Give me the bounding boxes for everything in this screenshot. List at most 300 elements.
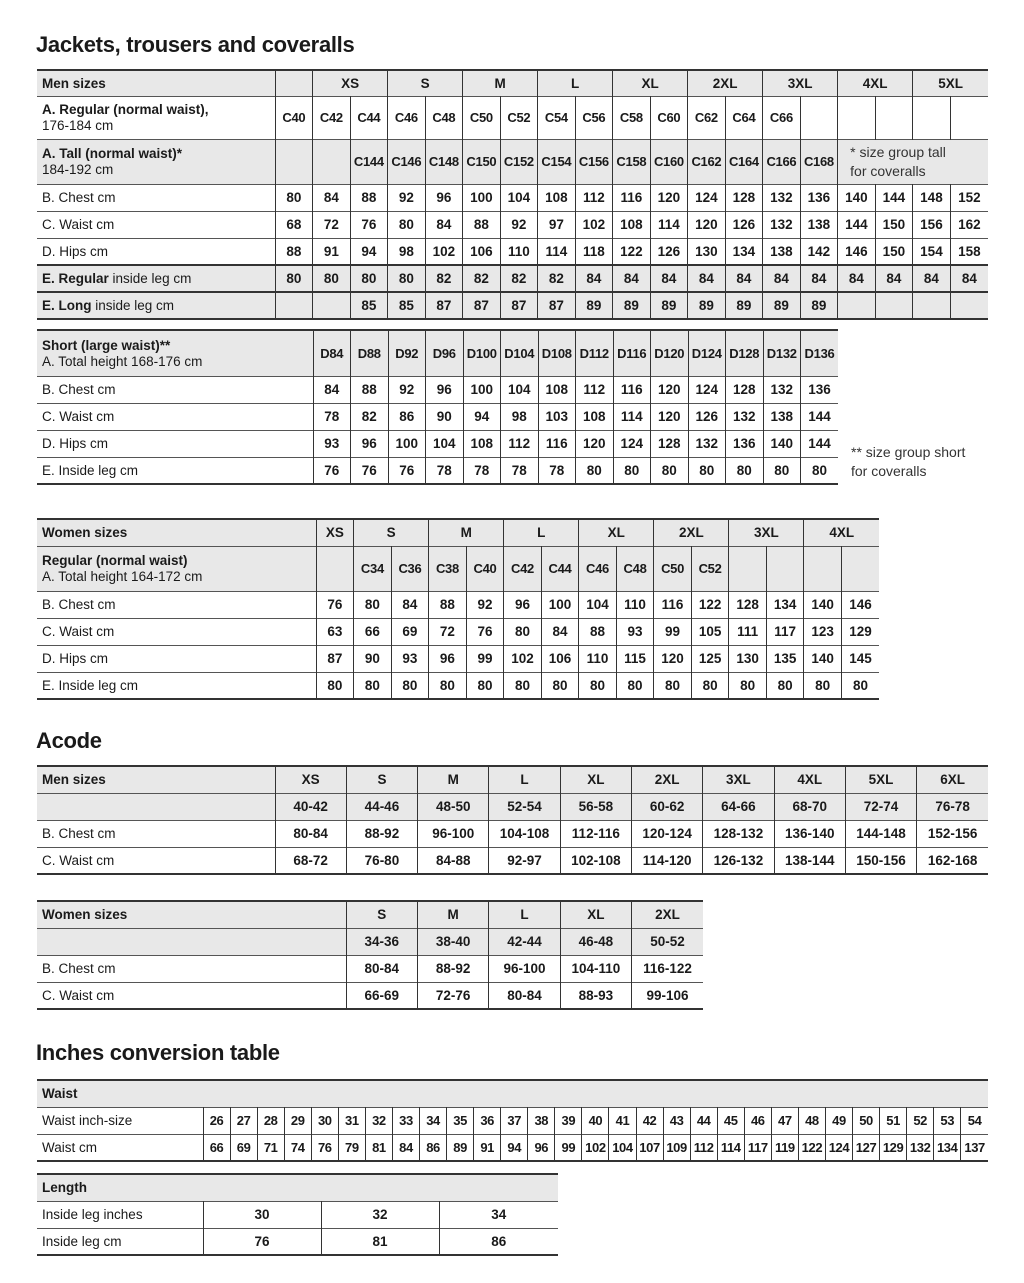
value-cell: 120	[654, 645, 692, 672]
size-code-cell: C152	[500, 139, 538, 184]
value-cell	[313, 292, 351, 319]
value-cell: 66-69	[346, 982, 417, 1009]
value-cell: 80	[391, 672, 429, 699]
short-label: Short (large waist)** A. Total height 168-176 cm	[42, 337, 203, 369]
value-cell: 80	[801, 457, 839, 484]
value-cell: 84	[613, 265, 651, 292]
value-cell: 134	[934, 1134, 961, 1161]
size-range-cell: 42-44	[489, 928, 560, 955]
value-cell: 154	[913, 238, 951, 265]
value-cell: 132	[907, 1134, 934, 1161]
value-cell: 114	[613, 403, 651, 430]
value-cell: 138	[763, 403, 801, 430]
size-code-cell: C40	[275, 96, 313, 139]
size-range-cell: 38-40	[417, 928, 488, 955]
size-2xl: 2XL	[688, 70, 763, 96]
value-cell: 86	[388, 403, 426, 430]
size-code-cell: C46	[388, 96, 426, 139]
value-cell: 107	[636, 1134, 663, 1161]
value-cell: 117	[766, 618, 804, 645]
size-code-cell	[838, 96, 876, 139]
value-cell: 116-122	[632, 955, 703, 982]
value-cell	[275, 292, 313, 319]
size-code-cell	[729, 546, 767, 591]
value-cell: 102	[582, 1134, 609, 1161]
tall-label: A. Tall (normal waist)* 184-192 cm	[42, 146, 183, 177]
value-cell: 76	[350, 211, 388, 238]
value-cell: 96-100	[418, 820, 489, 847]
section-title-jackets: Jackets, trousers and coveralls	[36, 32, 355, 57]
size-code-cell	[841, 546, 879, 591]
value-cell: 42	[636, 1107, 663, 1134]
size-code-cell: D84	[313, 330, 351, 376]
value-cell: 120	[576, 430, 614, 457]
value-cell: 40	[582, 1107, 609, 1134]
value-cell: 116	[538, 430, 576, 457]
section-title-acode: Acode	[36, 728, 102, 753]
size-code-cell: D132	[763, 330, 801, 376]
value-cell: 91	[474, 1134, 501, 1161]
size-code-cell: C42	[313, 96, 351, 139]
value-cell: 80	[691, 672, 729, 699]
value-cell: 80	[504, 672, 542, 699]
value-cell: 84	[541, 618, 579, 645]
value-cell: 90	[426, 403, 464, 430]
value-cell: 46	[744, 1107, 771, 1134]
waist-row: C. Waist cm 68 72 76 80 84 88 92 97 102 108 114 120 126 132 138 144 150 156 162	[37, 211, 988, 238]
value-cell: 80	[354, 672, 392, 699]
value-cell: 152-156	[917, 820, 988, 847]
value-cell: 84	[313, 376, 351, 403]
short-codes-row	[37, 330, 838, 376]
size-code-cell: C54	[538, 96, 576, 139]
value-cell: 130	[688, 238, 726, 265]
acode-men-chest-row: B. Chest cm 80-84 88-92 96-100 104-108 112-116 120-124 128-132 136-140 144-148 152-156	[37, 820, 988, 847]
value-cell: 99	[466, 645, 504, 672]
size-code-cell: C162	[688, 139, 726, 184]
value-cell: 116	[613, 184, 651, 211]
size-code-cell: D96	[426, 330, 464, 376]
value-cell: 76	[203, 1228, 321, 1255]
size-range-cell: 72-74	[845, 793, 916, 820]
value-cell: 76	[311, 1134, 338, 1161]
value-cell: 80	[726, 457, 764, 484]
value-cell: 80	[466, 672, 504, 699]
value-cell: 89	[725, 292, 763, 319]
size-code-cell: C164	[725, 139, 763, 184]
value-cell: 63	[316, 618, 354, 645]
acode-men-header-row: Men sizes XS S M L XL 2XL 3XL 4XL 5XL 6XL	[37, 766, 988, 793]
size-code-cell: C48	[616, 546, 654, 591]
value-cell: 72-76	[417, 982, 488, 1009]
size-code-cell: C60	[650, 96, 688, 139]
value-cell: 84	[838, 265, 876, 292]
value-cell: 88	[463, 211, 501, 238]
value-cell: 116	[613, 376, 651, 403]
size-code-cell: C154	[538, 139, 576, 184]
value-cell: 162	[950, 211, 988, 238]
value-cell: 74	[284, 1134, 311, 1161]
value-cell: 80	[688, 457, 726, 484]
tall-footnote-cell	[838, 139, 988, 184]
size-code-cell: C50	[654, 546, 692, 591]
value-cell: 110	[579, 645, 617, 672]
value-cell: 82	[425, 265, 463, 292]
value-cell: 96	[426, 376, 464, 403]
size-header-cell: L	[489, 901, 560, 928]
value-cell: 104	[500, 184, 538, 211]
value-cell: 82	[351, 403, 389, 430]
value-cell: 158	[950, 238, 988, 265]
value-cell: 71	[257, 1134, 284, 1161]
value-cell: 78	[463, 457, 501, 484]
value-cell: 128	[725, 184, 763, 211]
value-cell: 84	[763, 265, 801, 292]
value-cell: 123	[804, 618, 842, 645]
size-code-cell: C166	[763, 139, 801, 184]
value-cell: 103	[538, 403, 576, 430]
value-cell: 138	[763, 238, 801, 265]
value-cell: 66	[354, 618, 392, 645]
value-cell: 108	[463, 430, 501, 457]
men-sizes-table	[37, 69, 988, 320]
size-code-cell: C34	[354, 546, 392, 591]
value-cell: 99	[555, 1134, 582, 1161]
women-hips-row: D. Hips cm 87 90 93 96 99 102 106 110 115 120 125 130 135 140 145	[37, 645, 879, 672]
size-code-cell: D116	[613, 330, 651, 376]
value-cell: 76	[351, 457, 389, 484]
size-header-cell: XS	[275, 766, 346, 793]
value-cell: 85	[388, 292, 426, 319]
value-cell: 76	[388, 457, 426, 484]
value-cell: 88	[579, 618, 617, 645]
value-cell: 144	[838, 211, 876, 238]
value-cell: 80	[275, 265, 313, 292]
value-cell: 99	[654, 618, 692, 645]
value-cell: 138-144	[774, 847, 845, 874]
size-range-cell: 50-52	[632, 928, 703, 955]
length-conversion-table	[37, 1173, 558, 1256]
value-cell: 88	[275, 238, 313, 265]
value-cell: 68	[275, 211, 313, 238]
size-code-cell: C56	[575, 96, 613, 139]
value-cell: 39	[555, 1107, 582, 1134]
size-range-cell: 64-66	[703, 793, 774, 820]
value-cell: 140	[804, 591, 842, 618]
value-cell: 114	[650, 211, 688, 238]
value-cell: 93	[391, 645, 429, 672]
value-cell: 136	[801, 376, 839, 403]
chest-row: B. Chest cm 80 84 88 92 96 100 104 108 112 116 120 124 128 132 136 140 144 148 152	[37, 184, 988, 211]
value-cell: 80	[576, 457, 614, 484]
tall-footnote: * size group tall for coveralls	[850, 143, 946, 179]
size-code-cell: C52	[691, 546, 729, 591]
size-range-cell: 68-70	[774, 793, 845, 820]
size-code-cell	[875, 96, 913, 139]
value-cell: 89	[447, 1134, 474, 1161]
value-cell: 82	[538, 265, 576, 292]
value-cell: 96-100	[489, 955, 560, 982]
size-header-cell: 3XL	[703, 766, 774, 793]
value-cell: 29	[284, 1107, 311, 1134]
acode-men-range-row	[37, 793, 988, 820]
value-cell: 94	[350, 238, 388, 265]
value-cell: 120-124	[631, 820, 702, 847]
value-cell: 89	[575, 292, 613, 319]
value-cell: 122	[798, 1134, 825, 1161]
length-header-row: Length	[37, 1174, 558, 1201]
value-cell: 92-97	[489, 847, 560, 874]
value-cell: 104	[609, 1134, 636, 1161]
value-cell: 144	[801, 430, 839, 457]
value-cell: 127	[853, 1134, 880, 1161]
value-cell: 80	[616, 672, 654, 699]
value-cell: 135	[766, 645, 804, 672]
value-cell: 92	[466, 591, 504, 618]
value-cell: 27	[230, 1107, 257, 1134]
waist-header-row: Waist	[37, 1080, 988, 1107]
size-code-cell: C64	[725, 96, 763, 139]
value-cell: 30	[311, 1107, 338, 1134]
value-cell: 92	[388, 376, 426, 403]
size-code-cell	[950, 96, 988, 139]
value-cell: 82	[500, 265, 538, 292]
value-cell: 80	[841, 672, 879, 699]
size-header-cell: M	[418, 766, 489, 793]
size-range-cell: 34-36	[346, 928, 417, 955]
size-code-cell: C144	[350, 139, 388, 184]
value-cell: 108	[538, 376, 576, 403]
value-cell: 112-116	[560, 820, 631, 847]
regular-codes-row	[37, 96, 988, 139]
value-cell: 115	[616, 645, 654, 672]
value-cell: 80	[804, 672, 842, 699]
value-cell: 31	[338, 1107, 365, 1134]
size-code-cell	[313, 139, 351, 184]
size-xs: XS	[316, 519, 354, 546]
value-cell: 52	[907, 1107, 934, 1134]
value-cell: 43	[663, 1107, 690, 1134]
acode-women-range-row	[37, 928, 703, 955]
value-cell: 81	[321, 1228, 439, 1255]
value-cell: 51	[880, 1107, 907, 1134]
value-cell: 34	[439, 1201, 558, 1228]
value-cell: 80	[651, 457, 689, 484]
value-cell: 84	[575, 265, 613, 292]
size-s: S	[354, 519, 429, 546]
size-code-cell: C58	[613, 96, 651, 139]
value-cell: 140	[838, 184, 876, 211]
value-cell: 132	[763, 376, 801, 403]
size-header-cell: M	[417, 901, 488, 928]
value-cell: 129	[841, 618, 879, 645]
size-header-cell: L	[489, 766, 560, 793]
value-cell: 140	[804, 645, 842, 672]
waist-cm-row: Waist cm 66 69 71 74 76 79 81 84 86 89 91 94 96 99 102 104 107 109 112 114 117 119 122 124 127 129 132 134 137	[37, 1134, 988, 1161]
value-cell: 156	[913, 211, 951, 238]
size-code-cell: C66	[763, 96, 801, 139]
size-code-cell: D128	[726, 330, 764, 376]
value-cell: 87	[463, 292, 501, 319]
value-cell: 80	[313, 265, 351, 292]
value-cell: 102	[575, 211, 613, 238]
value-cell: 80	[504, 618, 542, 645]
size-code-cell: D88	[351, 330, 389, 376]
size-code-cell: D124	[688, 330, 726, 376]
size-code-cell: C44	[541, 546, 579, 591]
value-cell: 98	[501, 403, 539, 430]
value-cell: 36	[474, 1107, 501, 1134]
value-cell: 134	[766, 591, 804, 618]
value-cell: 130	[729, 645, 767, 672]
value-cell: 122	[613, 238, 651, 265]
inside-leg-inches-row: Inside leg inches 30 32 34	[37, 1201, 558, 1228]
regular-label: A. Regular (normal waist), 176-184 cm	[42, 102, 209, 133]
value-cell: 128	[726, 376, 764, 403]
size-3xl: 3XL	[729, 519, 804, 546]
value-cell: 76	[466, 618, 504, 645]
value-cell: 84	[875, 265, 913, 292]
value-cell: 80	[541, 672, 579, 699]
header-fill	[203, 1174, 558, 1201]
size-code-cell: C160	[650, 139, 688, 184]
size-code-cell: C62	[688, 96, 726, 139]
value-cell: 125	[691, 645, 729, 672]
size-5xl: 5XL	[913, 70, 988, 96]
value-cell: 41	[609, 1107, 636, 1134]
value-cell: 84	[313, 184, 351, 211]
size-range-cell: 60-62	[631, 793, 702, 820]
value-cell: 80	[388, 265, 426, 292]
value-cell: 111	[729, 618, 767, 645]
value-cell: 108	[576, 403, 614, 430]
size-code-cell: C48	[425, 96, 463, 139]
value-cell: 102	[425, 238, 463, 265]
value-cell: 80	[654, 672, 692, 699]
value-cell: 120	[650, 184, 688, 211]
value-cell: 87	[500, 292, 538, 319]
size-range-cell: 76-78	[917, 793, 988, 820]
value-cell: 84	[688, 265, 726, 292]
value-cell: 120	[688, 211, 726, 238]
short-inside-leg-row: E. Inside leg cm 76 76 76 78 78 78 78 80 80 80 80 80 80 80	[37, 457, 838, 484]
size-m: M	[429, 519, 504, 546]
value-cell: 96	[425, 184, 463, 211]
value-cell: 50	[853, 1107, 880, 1134]
value-cell: 84	[950, 265, 988, 292]
value-cell: 114	[538, 238, 576, 265]
size-code-cell: C168	[800, 139, 838, 184]
value-cell: 120	[651, 403, 689, 430]
value-cell: 116	[654, 591, 692, 618]
value-cell: 80	[275, 184, 313, 211]
size-range-cell: 52-54	[489, 793, 560, 820]
value-cell: 104	[579, 591, 617, 618]
value-cell: 92	[500, 211, 538, 238]
value-cell: 81	[365, 1134, 392, 1161]
value-cell: 96	[351, 430, 389, 457]
size-code-cell: D136	[801, 330, 839, 376]
size-code-cell: C36	[391, 546, 429, 591]
value-cell: 88	[351, 376, 389, 403]
acode-women-waist-row: C. Waist cm 66-69 72-76 80-84 88-93 99-106	[37, 982, 703, 1009]
acode-women-table	[37, 900, 703, 1010]
value-cell: 84	[800, 265, 838, 292]
empty-cell	[275, 70, 313, 96]
value-cell: 106	[463, 238, 501, 265]
value-cell: 114	[717, 1134, 744, 1161]
size-header-cell: S	[346, 901, 417, 928]
value-cell	[913, 292, 951, 319]
value-cell	[950, 292, 988, 319]
value-cell: 162-168	[917, 847, 988, 874]
value-cell: 124	[613, 430, 651, 457]
regular-inside-leg-row: E. Regular inside leg cm 80 80 80 80 82 82 82 82 84 84 84 84 84 84 84 84 84 84 84	[37, 265, 988, 292]
value-cell: 94	[501, 1134, 528, 1161]
value-cell: 35	[447, 1107, 474, 1134]
value-cell: 96	[429, 645, 467, 672]
value-cell: 108	[613, 211, 651, 238]
value-cell: 87	[425, 292, 463, 319]
value-cell: 80	[316, 672, 354, 699]
short-chest-row: B. Chest cm 84 88 92 96 100 104 108 112 116 120 124 128 132 136	[37, 376, 838, 403]
value-cell: 126	[688, 403, 726, 430]
value-cell: 142	[800, 238, 838, 265]
men-sizes-label: Men sizes	[42, 75, 106, 91]
size-code-cell: C148	[425, 139, 463, 184]
value-cell: 89	[763, 292, 801, 319]
value-cell: 97	[538, 211, 576, 238]
value-cell: 105	[691, 618, 729, 645]
value-cell: 98	[388, 238, 426, 265]
waist-conversion-table	[37, 1079, 988, 1162]
value-cell: 78	[313, 403, 351, 430]
value-cell: 88-92	[346, 820, 417, 847]
value-cell: 88	[429, 591, 467, 618]
value-cell: 80	[613, 457, 651, 484]
size-code-cell: D120	[651, 330, 689, 376]
value-cell: 89	[688, 292, 726, 319]
size-range-cell: 40-42	[275, 793, 346, 820]
value-cell: 119	[771, 1134, 798, 1161]
value-cell	[838, 292, 876, 319]
value-cell: 112	[690, 1134, 717, 1161]
value-cell: 104-108	[489, 820, 560, 847]
size-code-cell	[800, 96, 838, 139]
women-waist-row: C. Waist cm 63 66 69 72 76 80 84 88 93 99 105 111 117 123 129	[37, 618, 879, 645]
size-code-cell: C42	[504, 546, 542, 591]
value-cell: 32	[365, 1107, 392, 1134]
size-code-cell: C158	[613, 139, 651, 184]
size-header-cell: 6XL	[917, 766, 988, 793]
size-range-cell: 44-46	[346, 793, 417, 820]
short-waist-row: C. Waist cm 78 82 86 90 94 98 103 108 114 120 126 132 138 144	[37, 403, 838, 430]
size-code-cell	[275, 139, 313, 184]
header-fill	[203, 1080, 988, 1107]
size-header-cell: XL	[560, 901, 631, 928]
value-cell: 80	[766, 672, 804, 699]
size-code-cell	[316, 546, 354, 591]
value-cell: 69	[230, 1134, 257, 1161]
value-cell: 30	[203, 1201, 321, 1228]
size-xl: XL	[613, 70, 688, 96]
value-cell: 99-106	[632, 982, 703, 1009]
value-cell: 148	[913, 184, 951, 211]
value-cell: 80	[354, 591, 392, 618]
size-3xl: 3XL	[763, 70, 838, 96]
value-cell: 88	[350, 184, 388, 211]
size-header-cell: 4XL	[774, 766, 845, 793]
